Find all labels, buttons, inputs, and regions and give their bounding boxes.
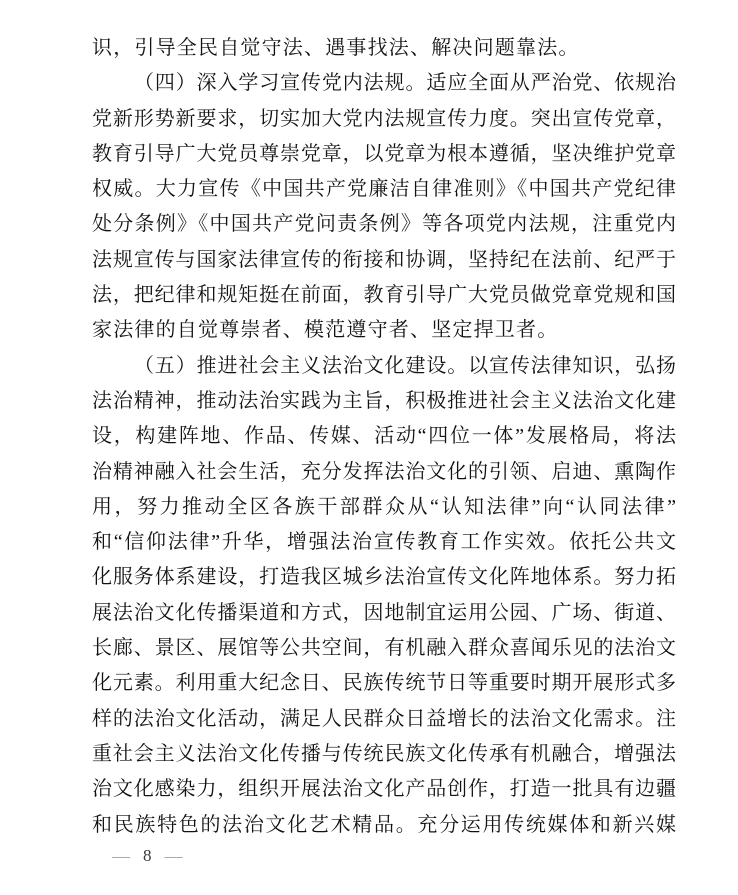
text-line: （五）推进社会主义法治文化建设。以宣传法律知识，弘扬 [134,354,676,377]
text-line: 设，构建阵地、作品、传媒、活动“四位一体”发展格局，将法 [92,425,676,448]
text-line: 重社会主义法治文化传播与传统民族文化传承有机融合，增强法 [92,742,676,765]
text-line: 用，努力推动全区各族干部群众从“认知法律”向“认同法律” [92,495,676,518]
text-line: 治精神融入社会生活，充分发挥法治文化的引领、启迪、熏陶作 [92,460,676,483]
text-line: 化元素。利用重大纪念日、民族传统节日等重要时期开展形式多 [92,672,676,695]
text-line: 权威。大力宣传《中国共产党廉洁自律准则》《中国共产党纪律 [92,178,676,201]
paragraph-continuation [92,31,676,66]
footer-left-dash: — [112,846,130,866]
text-line: 党新形势新要求，切实加大党内法规宣传力度。突出宣传党章， [92,107,676,130]
text-line: 识，引导全民自觉守法、遇事找法、解决问题靠法。 [92,37,580,59]
text-line: 法治精神，推动法治实践为主旨，积极推进社会主义法治文化建 [92,389,676,412]
text-line: 教育引导广大党员尊崇党章，以党章为根本遵循，坚决维护党章 [92,142,676,165]
footer-page-number: 8 [143,846,152,865]
text-line: 处分条例》《中国共产党问责条例》等各项党内法规，注重党内 [92,213,676,236]
text-line: 法，把纪律和规矩挺在前面，教育引导广大党员做党章党规和国 [92,284,676,307]
text-line: （四）深入学习宣传党内法规。适应全面从严治党、依规治 [134,72,676,95]
document-body [92,31,676,843]
text-line: 样的法治文化活动，满足人民群众日益增长的法治文化需求。注 [92,707,676,730]
text-line: 和民族特色的法治文化艺术精品。充分运用传统媒体和新兴媒 [92,813,676,836]
text-line: 展法治文化传播渠道和方式，因地制宜运用公园、广场、街道、 [92,601,676,624]
text-line: 化服务体系建设，打造我区城乡法治宣传文化阵地体系。努力拓 [92,566,676,589]
text-line: 法规宣传与国家法律宣传的衔接和协调，坚持纪在法前、纪严于 [92,248,676,271]
text-line: 长廊、景区、展馆等公共空间，有机融入群众喜闻乐见的法治文 [92,637,676,660]
text-line: 和“信仰法律”升华，增强法治宣传教育工作实效。依托公共文 [92,531,676,554]
footer-right-dash: — [164,846,183,866]
paragraph-section-5 [92,349,676,843]
text-line: 家法律的自觉尊崇者、模范遵守者、坚定捍卫者。 [92,319,559,342]
text-line: 治文化感染力，组织开展法治文化产品创作，打造一批具有边疆 [92,778,676,801]
paragraph-section-4 [92,66,676,348]
page-number-footer [112,846,183,866]
